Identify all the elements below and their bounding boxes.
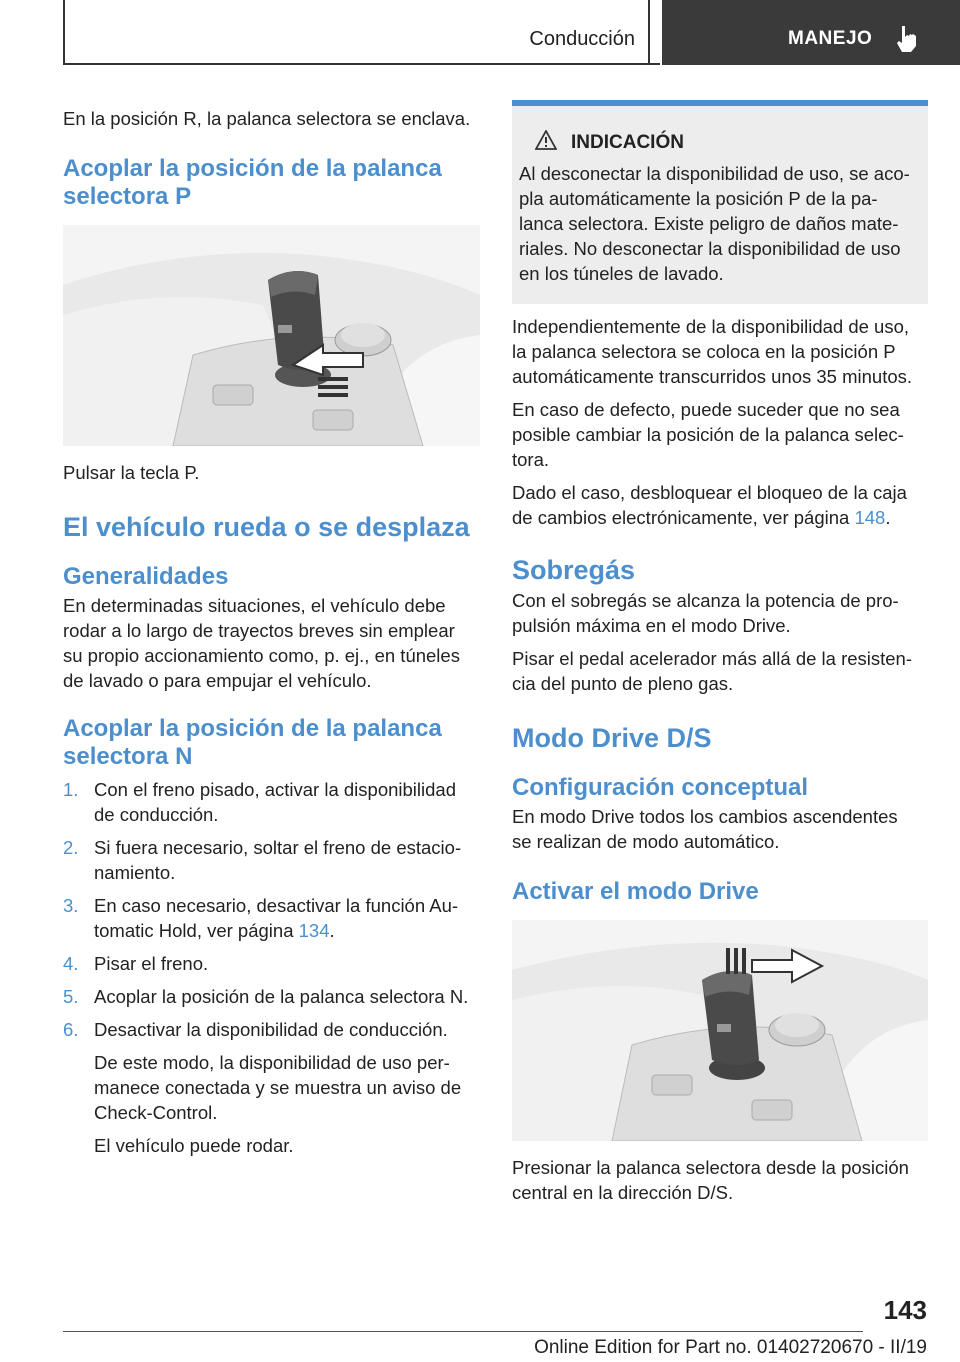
footer-rule xyxy=(63,1331,863,1332)
caption-line: Presionar la palanca selectora desde la posición xyxy=(512,1157,909,1178)
paragraph-line: automáticamente transcurridos unos 35 minutos. xyxy=(512,366,913,387)
paragraph-independent xyxy=(512,314,928,389)
step-text: Con el freno pisado, activar la disponibilidad xyxy=(94,779,456,800)
notice-line: lanca selectora. Existe peligro de daños mate- xyxy=(519,213,899,234)
page-link-134[interactable]: 134 xyxy=(298,920,330,941)
heading-park-line2: selectora P xyxy=(63,183,192,210)
step-item xyxy=(63,777,480,827)
page-link-148[interactable]: 148 xyxy=(854,507,886,528)
step-item xyxy=(63,893,480,943)
gear-selector-illustration-park xyxy=(63,225,480,446)
hand-pointer-icon xyxy=(894,24,920,59)
step-number: 6. xyxy=(63,1019,79,1040)
step-number: 4. xyxy=(63,953,79,974)
paragraph-text-part: . xyxy=(885,507,891,528)
step-text-part: tomatic Hold, ver página xyxy=(94,920,299,941)
step-item xyxy=(63,835,480,885)
paragraph-line xyxy=(512,505,928,530)
step6-extra-line: De este modo, la disponibilidad de uso per- xyxy=(94,1052,450,1073)
paragraph-line: Con el sobregás se alcanza la potencia de pro- xyxy=(512,590,899,611)
paragraph-defect xyxy=(512,397,928,472)
warning-triangle-icon xyxy=(535,130,557,155)
notice-header xyxy=(535,130,920,155)
heading-neutral-line1: Acoplar la posición de la palanca xyxy=(63,715,442,742)
step-item xyxy=(63,984,480,1009)
paragraph-line: se realizan de modo automático. xyxy=(512,831,780,852)
step-text-part: . xyxy=(329,920,335,941)
sobregas-text-2 xyxy=(512,646,928,696)
paragraph-line: Dado el caso, desbloquear el bloqueo de la caja xyxy=(512,482,907,503)
step-number: 5. xyxy=(63,986,79,1007)
page-number: 143 xyxy=(883,1295,927,1325)
step-text: Pisar el freno. xyxy=(94,953,209,974)
gear-selector-illustration-drive xyxy=(512,920,928,1141)
chapter-tab-label: MANEJO xyxy=(788,28,873,49)
heading-config: Configuración conceptual xyxy=(512,774,809,801)
step-text: En caso necesario, desactivar la función Au- xyxy=(94,895,459,916)
paragraph-line: cia del punto de pleno gas. xyxy=(512,673,734,694)
step-number: 3. xyxy=(63,895,79,916)
left-column xyxy=(63,100,480,1158)
step-text: Acoplar la posición de la palanca selectora N. xyxy=(94,986,469,1007)
paragraph-text-part: de cambios electrónicamente, ver página xyxy=(512,507,855,528)
header-underline xyxy=(63,63,660,65)
notice-box xyxy=(512,100,928,304)
step6-extra xyxy=(94,1050,480,1125)
notice-body xyxy=(512,106,928,304)
notice-line: Al desconectar la disponibilidad de uso, se aco- xyxy=(519,163,910,184)
header-section-title: Conducción xyxy=(529,28,635,50)
header-border-left xyxy=(63,0,65,65)
heading-activate-drive: Activar el modo Drive xyxy=(512,878,759,905)
heading-neutral-line2: selectora N xyxy=(63,743,193,770)
paragraph-unlock xyxy=(512,480,928,530)
step6-extra2: El vehículo puede rodar. xyxy=(94,1135,294,1156)
paragraph-line: tora. xyxy=(512,449,550,470)
paragraph-line: pulsión máxima en el modo Drive. xyxy=(512,615,791,636)
general-line: su propio accionamiento como, p. ej., en túneles xyxy=(63,645,460,666)
paragraph-line: Pisar el pedal acelerador más allá de la resisten- xyxy=(512,648,913,669)
paragraph-line: En modo Drive todos los cambios ascendentes xyxy=(512,806,898,827)
heading-general: Generalidades xyxy=(63,563,229,590)
step6-extra-line: Check-Control. xyxy=(94,1102,218,1123)
caption-line: central en la dirección D/S. xyxy=(512,1182,734,1203)
general-line: de lavado o para empujar el vehículo. xyxy=(63,670,372,691)
figure-drive-mode xyxy=(512,920,928,1141)
right-column xyxy=(512,100,928,1205)
general-text xyxy=(63,593,480,693)
heading-sobregas: Sobregás xyxy=(512,555,636,585)
header-border-divider xyxy=(648,0,650,65)
caption-drive xyxy=(512,1155,928,1205)
paragraph-line: Independientemente de la disponibilidad de uso, xyxy=(512,316,910,337)
paragraph-line: posible cambiar la posición de la palanca selec- xyxy=(512,424,904,445)
notice-line: en los túneles de lavado. xyxy=(519,263,724,284)
step6-extra-line: manece conectada y se muestra un aviso de xyxy=(94,1077,462,1098)
heading-park-line1: Acoplar la posición de la palanca xyxy=(63,155,442,182)
step-text: namiento. xyxy=(94,862,176,883)
sobregas-text-1 xyxy=(512,588,928,638)
notice-line: riales. No desconectar la disponibilidad de uso xyxy=(519,238,901,259)
step-number: 2. xyxy=(63,837,79,858)
caption-park: Pulsar la tecla P. xyxy=(63,462,200,483)
step-number: 1. xyxy=(63,779,79,800)
heading-park xyxy=(63,155,480,211)
header-chapter-tab[interactable] xyxy=(662,0,960,65)
steps-list xyxy=(63,777,480,1158)
notice-text xyxy=(519,161,920,286)
step-item xyxy=(63,951,480,976)
intro-text: En la posición R, la palanca selectora se enclava. xyxy=(63,108,471,129)
paragraph-line: En caso de defecto, puede suceder que no sea xyxy=(512,399,900,420)
step-text xyxy=(94,918,480,943)
step-text: Si fuera necesario, soltar el freno de estacio- xyxy=(94,837,462,858)
footer-edition: Online Edition for Part no. 01402720670 - II/19 xyxy=(534,1337,927,1358)
config-text xyxy=(512,804,928,854)
heading-rolling: El vehículo rueda o se desplaza xyxy=(63,512,470,542)
notice-title: INDICACIÓN xyxy=(571,131,684,153)
general-line: rodar a lo largo de trayectos breves sin emplear xyxy=(63,620,455,641)
step-text: Desactivar la disponibilidad de conducción. xyxy=(94,1019,448,1040)
figure-park-button xyxy=(63,225,480,446)
heading-drive-mode: Modo Drive D/S xyxy=(512,723,712,753)
step-text: de conducción. xyxy=(94,804,219,825)
step-item xyxy=(63,1017,480,1158)
paragraph-line: la palanca selectora se coloca en la posición P xyxy=(512,341,896,362)
notice-line: pla automáticamente la posición P de la pa- xyxy=(519,188,878,209)
heading-neutral xyxy=(63,715,480,771)
general-line: En determinadas situaciones, el vehículo debe xyxy=(63,595,446,616)
